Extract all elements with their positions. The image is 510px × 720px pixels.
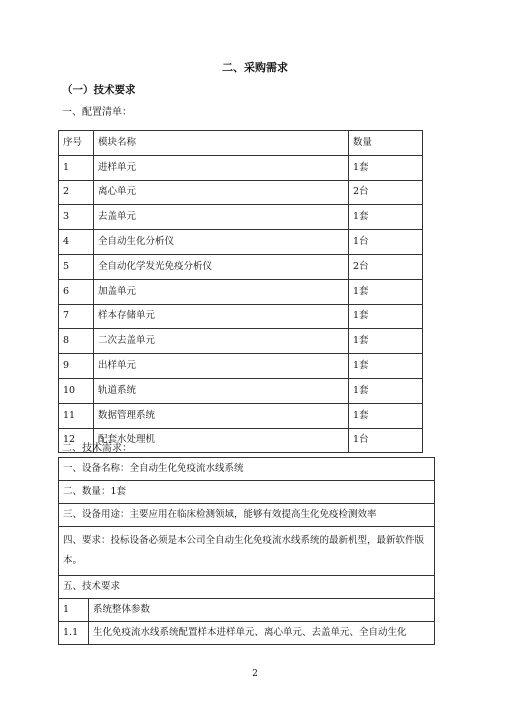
config-table-row — [59, 230, 423, 255]
req-item-1-number: 1 — [59, 599, 89, 622]
config-row-module-name: 出样单元 — [94, 354, 349, 379]
req-row-usage — [59, 504, 435, 527]
config-table-row — [59, 304, 423, 329]
config-row-quantity: 1台 — [349, 428, 423, 453]
config-row-index: 11 — [59, 403, 94, 428]
config-row-index: 1 — [59, 155, 94, 180]
config-row-index: 8 — [59, 329, 94, 354]
config-row-quantity: 1套 — [349, 279, 423, 304]
req-item-1-text: 系统整体参数 — [89, 599, 435, 622]
tech-demand-heading: 二、技术需求： — [62, 443, 132, 454]
config-row-module-name: 样本存储单元 — [94, 304, 349, 329]
config-row-module-name: 二次去盖单元 — [94, 329, 349, 354]
req-row-quantity — [59, 481, 435, 504]
config-row-module-name: 进样单元 — [94, 155, 349, 180]
config-row-quantity: 1套 — [349, 205, 423, 230]
req-quantity: 二、数量：1套 — [59, 481, 435, 504]
config-row-index: 2 — [59, 180, 94, 205]
req-usage: 三、设备用途：主要应用在临床检测领域，能够有效提高生化免疫检测效率 — [59, 504, 435, 527]
req-row-demand — [59, 527, 435, 576]
req-row-tech — [59, 576, 435, 599]
config-row-quantity: 1套 — [349, 378, 423, 403]
config-row-quantity: 1套 — [349, 403, 423, 428]
config-row-module-name: 加盖单元 — [94, 279, 349, 304]
config-table-row — [59, 180, 423, 205]
config-table-row — [59, 354, 423, 379]
config-list-heading: 一、配置清单： — [62, 107, 132, 118]
section-tech-heading: （一）技术要求 — [62, 84, 136, 96]
config-row-index: 7 — [59, 304, 94, 329]
req-demand: 四、要求：投标设备必须是本公司全自动生化免疫流水线系统的最新机型，最新软件版本。 — [59, 527, 435, 576]
config-row-quantity: 1套 — [349, 304, 423, 329]
req-tech-heading: 五、技术要求 — [59, 576, 435, 599]
req-row-device-name — [59, 458, 435, 481]
req-row-item-1 — [59, 599, 435, 622]
config-row-index: 6 — [59, 279, 94, 304]
config-row-quantity: 2台 — [349, 254, 423, 279]
config-row-module-name: 配套水处理机 — [94, 428, 349, 453]
req-device-name: 一、设备名称：全自动生化免疫流水线系统 — [59, 458, 435, 481]
config-table-header — [59, 131, 423, 156]
config-row-quantity: 1套 — [349, 329, 423, 354]
config-table-row — [59, 205, 423, 230]
config-row-index: 10 — [59, 378, 94, 403]
config-row-module-name: 离心单元 — [94, 180, 349, 205]
config-row-index: 9 — [59, 354, 94, 379]
config-table-row — [59, 254, 423, 279]
req-item-1-1-number: 1.1 — [59, 622, 89, 645]
config-row-index: 12 — [59, 428, 94, 453]
config-row-index: 3 — [59, 205, 94, 230]
config-row-quantity: 1套 — [349, 354, 423, 379]
req-row-item-1-1 — [59, 622, 435, 645]
config-table — [58, 130, 423, 453]
config-row-index: 4 — [59, 230, 94, 255]
header-module-name: 模块名称 — [94, 131, 349, 156]
config-table-row — [59, 279, 423, 304]
config-row-module-name: 全自动生化分析仪 — [94, 230, 349, 255]
config-row-module-name: 轨道系统 — [94, 378, 349, 403]
config-row-index: 5 — [59, 254, 94, 279]
header-index: 序号 — [59, 131, 94, 156]
page-heading: 二、采购需求 — [222, 61, 288, 74]
config-table-row — [59, 329, 423, 354]
requirements-table — [58, 457, 435, 645]
config-row-quantity: 1套 — [349, 155, 423, 180]
config-row-module-name: 去盖单元 — [94, 205, 349, 230]
config-table-row — [59, 403, 423, 428]
config-row-module-name: 全自动化学发光免疫分析仪 — [94, 254, 349, 279]
config-table-row — [59, 378, 423, 403]
config-row-quantity: 1台 — [349, 230, 423, 255]
config-table-row — [59, 155, 423, 180]
req-item-1-1-text: 生化免疫流水线系统配置样本进样单元、离心单元、去盖单元、全自动生化 — [89, 622, 435, 645]
config-row-quantity: 2台 — [349, 180, 423, 205]
page-number: 2 — [252, 669, 258, 679]
header-quantity: 数量 — [349, 131, 423, 156]
config-row-module-name: 数据管理系统 — [94, 403, 349, 428]
